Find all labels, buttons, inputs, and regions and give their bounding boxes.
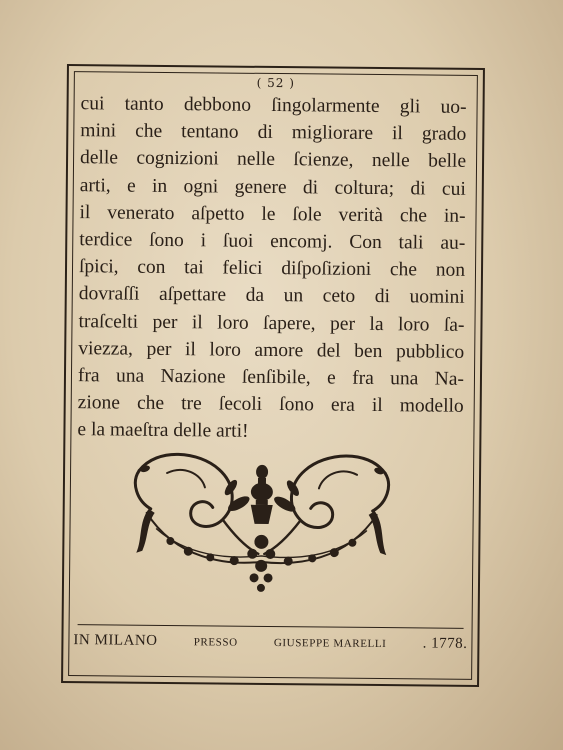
floral-scroll-ornament-icon bbox=[126, 443, 397, 596]
text-line-1: cui tanto debbono ſingolarmente gli uo- bbox=[80, 93, 467, 118]
text-line-9: traſcelti per il loro ſapere, per la loro ſa- bbox=[78, 310, 465, 336]
text-line-13: e la maeſtra delle arti! bbox=[77, 419, 249, 443]
text-line-4: arti, e in ogni genere di coltura; di cui bbox=[79, 174, 466, 200]
text-line-6: terdice ſono i ſuoi encomj. Con tali au- bbox=[79, 229, 466, 254]
text-line-5: il venerato aſpetto le ſole verità che in- bbox=[79, 201, 466, 227]
imprint-printer: GIUSEPPE MARELLI bbox=[273, 637, 387, 651]
text-line-12: zione che tre ſecoli ſono era il modello bbox=[77, 392, 464, 418]
text-line-8: dovraſſi aſpettare da un ceto di uomini bbox=[78, 283, 465, 309]
imprint-year: . 1778. bbox=[422, 635, 468, 652]
text-line-2: mini che tentano di migliorare il grado bbox=[80, 120, 467, 146]
page-number: ( 52 ) bbox=[256, 75, 295, 91]
text-line-7: ſpici, con tai felici diſpoſizioni che non bbox=[78, 256, 466, 282]
body-text bbox=[77, 90, 466, 447]
imprint-presso: PRESSO bbox=[193, 636, 238, 649]
imprint-city: IN MILANO bbox=[73, 632, 158, 649]
page-border-outer bbox=[61, 64, 485, 687]
text-line-3: delle cognizioni nelle ſcienze, nelle belle bbox=[79, 147, 467, 173]
text-line-11: fra una Nazione ſenſibile, e fra una Na- bbox=[77, 365, 465, 390]
text-line-10: viezza, per il loro amore del ben pubblico bbox=[78, 337, 465, 363]
